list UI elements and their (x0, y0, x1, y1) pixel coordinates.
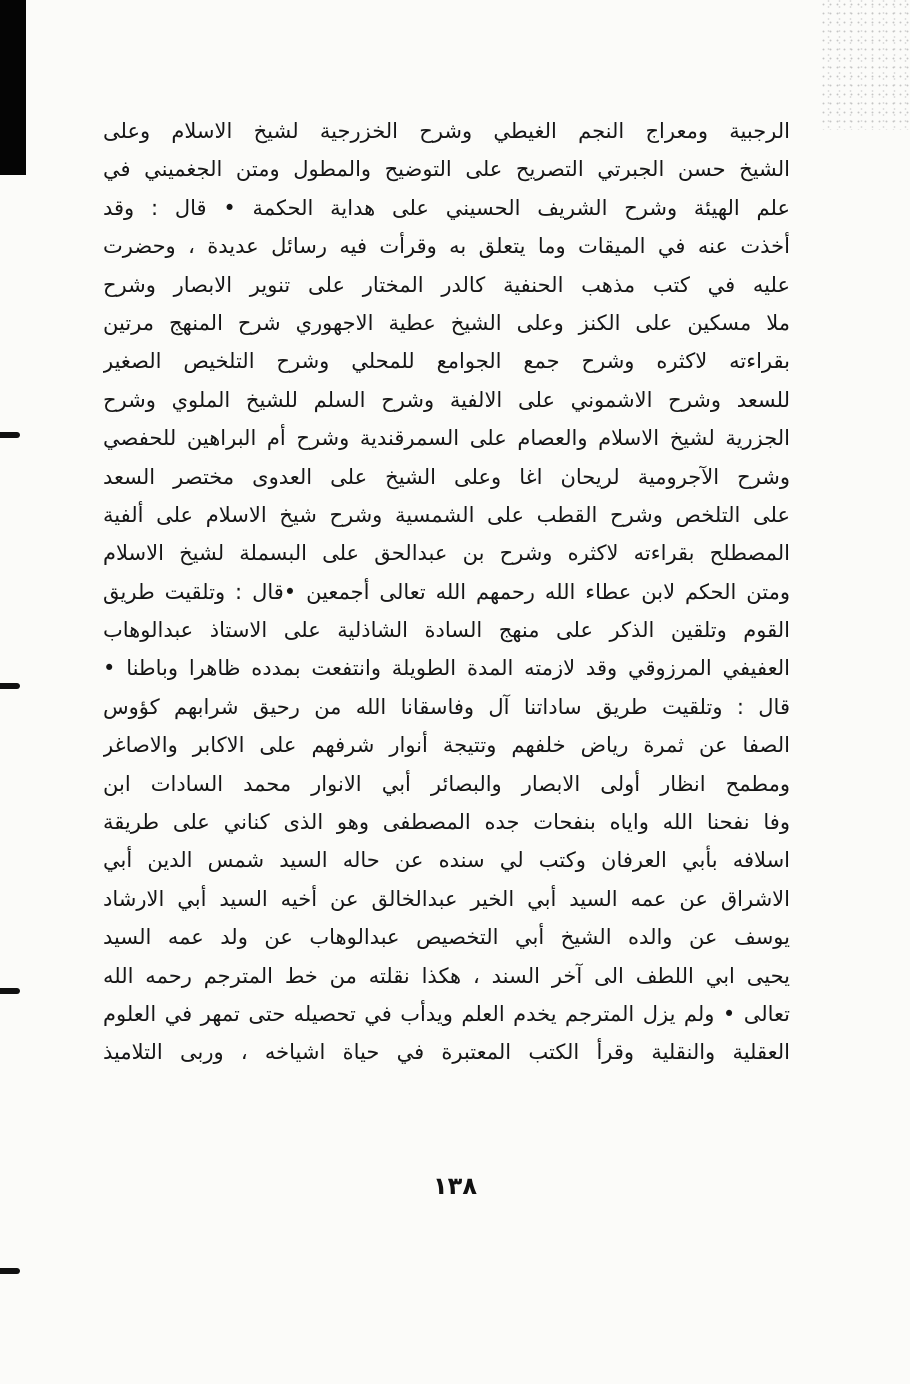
text-line: وشرح الآجرومية لريحان اغا وعلى الشيخ على العدوى مختصر السعد (103, 464, 790, 489)
text-line: قال : وتلقيت طريق ساداتنا آل وفاسقانا الله من رحيق شرابهم كؤوس (103, 694, 790, 719)
text-line: ملا مسكين على الكنز وعلى الشيخ عطية الاجهوري شرح المنهج مرتين (103, 310, 790, 335)
text-line: المصطلح بقراءته لاكثره وشرح بن عبدالحق على البسملة لشيخ الاسلام (103, 541, 790, 566)
text-line: اسلافه بأبي العرفان وكتب لي سنده عن حاله السيد شمس الدين أبي (103, 848, 790, 873)
scan-speckle (820, 0, 910, 130)
edge-mark (0, 1268, 20, 1274)
text-line: ومطمح انظار أولى الابصار والبصائر أبي الانوار محمد السادات ابن (103, 771, 790, 796)
text-line: القوم وتلقين الذكر على منهج السادة الشاذلية على الاستاذ عبدالوهاب (103, 618, 790, 643)
text-line: علم الهيئة وشرح الشريف الحسيني على هداية الحكمة • قال : وقد (103, 195, 790, 220)
edge-mark (0, 988, 20, 994)
text-line: عليه في كتب مذهب الحنفية كالدر المختار على تنوير الابصار وشرح (103, 272, 790, 297)
text-line: للسعد وشرح الاشموني على الالفية وشرح السلم للشيخ الملوي وشرح (103, 387, 790, 412)
text-line: أخذت عنه في الميقات وما يتعلق به وقرأت فيه رسائل عديدة ، وحضرت (103, 234, 790, 259)
page-number: ١٣٨ (433, 1172, 477, 1200)
text-line: الصفا عن ثمرة رياض خلفهم وتتيجة أنوار شرفهم على الاكابر والاصاغر (103, 733, 790, 758)
text-line: بقراءته لاكثره وشرح جمع الجوامع للمحلي وشرح التلخيص الصغير (103, 349, 790, 374)
text-line: على التلخص وشرح القطب على الشمسية وشرح شيخ الاسلام على ألفية (103, 502, 790, 527)
binding-shadow (0, 0, 26, 175)
text-line: الاشراق عن عمه السيد أبي الخير عبدالخالق عن أخيه السيد أبي الارشاد (103, 886, 790, 911)
text-line: تعالى • ولم يزل المترجم يخدم العلم ويدأب في تحصيله حتى تمهر في العلوم (103, 1001, 790, 1026)
text-line: يحيى ابي اللطف الى آخر السند ، هكذا نقلته من خط المترجم رحمه الله (103, 963, 790, 988)
text-line: وفا نفحنا الله واياه بنفحات جده المصطفى وهو الذى كناني على طريقة (103, 810, 790, 835)
body-text (103, 112, 790, 1152)
text-line: الشيخ حسن الجبرتي التصريح على التوضيح والمطول ومتن الجغميني في (103, 157, 790, 182)
text-line: العقلية والنقلية وقرأ الكتب المعتبرة في حياة اشياخه ، وربى التلاميذ (103, 1040, 790, 1065)
text-line: ومتن الحكم لابن عطاء الله رحمهم الله تعالى أجمعين •قال : وتلقيت طريق (103, 579, 790, 604)
text-line: الجزرية لشيخ الاسلام والعصام على السمرقندية وشرح أم البراهين للحفصي (103, 426, 790, 451)
text-line: العفيفي المرزوقي وقد لازمته المدة الطويلة وانتفعت بمدده ظاهرا وباطنا • (103, 656, 790, 681)
edge-mark (0, 683, 20, 689)
edge-mark (0, 432, 20, 438)
text-line: يوسف عن والده الشيخ أبي التخصيص عبدالوهاب عن ولد عمه السيد (103, 925, 790, 950)
text-line: الرجبية ومعراج النجم الغيطي وشرح الخزرجية لشيخ الاسلام وعلى (103, 119, 790, 143)
